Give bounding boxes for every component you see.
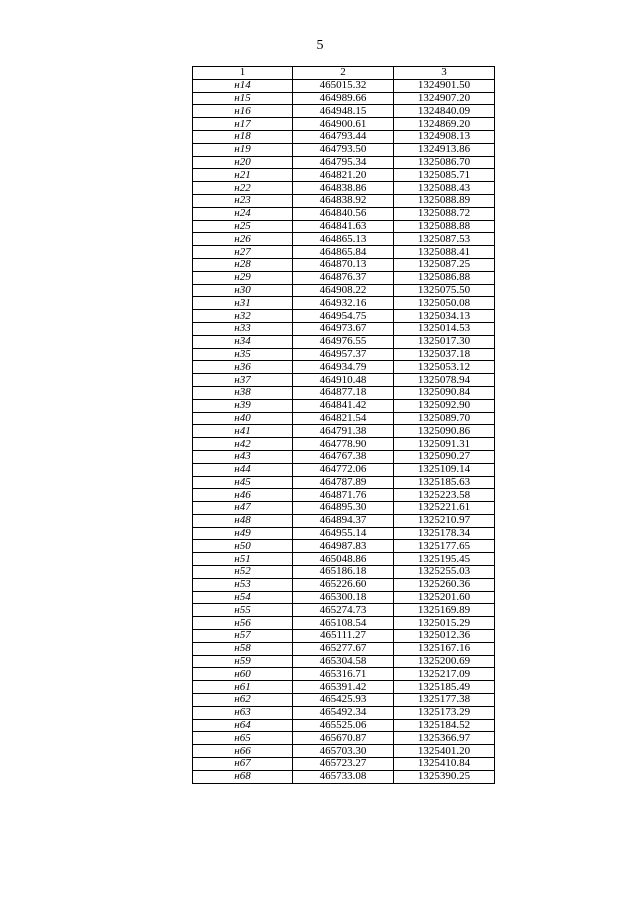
table-row — [193, 642, 495, 655]
y-coordinate-cell: 1324913.86 — [394, 143, 495, 156]
y-coordinate-cell: 1325090.27 — [394, 450, 495, 463]
y-coordinate-cell: 1325217.09 — [394, 668, 495, 681]
point-name-cell: н65 — [193, 732, 293, 745]
table-row — [193, 271, 495, 284]
point-name-cell: н51 — [193, 553, 293, 566]
x-coordinate-cell: 465277.67 — [293, 642, 394, 655]
point-name-cell: н29 — [193, 271, 293, 284]
x-coordinate-cell: 464900.61 — [293, 118, 394, 131]
point-name-cell: н57 — [193, 630, 293, 643]
table-row — [193, 450, 495, 463]
y-coordinate-cell: 1325200.69 — [394, 655, 495, 668]
point-name-cell: н50 — [193, 540, 293, 553]
y-coordinate-cell: 1325088.41 — [394, 246, 495, 259]
y-coordinate-cell: 1325078.94 — [394, 374, 495, 387]
table-row — [193, 463, 495, 476]
table-row — [193, 399, 495, 412]
point-name-cell: н26 — [193, 233, 293, 246]
y-coordinate-cell: 1325014.53 — [394, 322, 495, 335]
point-name-cell: н25 — [193, 220, 293, 233]
table-body — [193, 79, 495, 783]
y-coordinate-cell: 1325195.45 — [394, 553, 495, 566]
point-name-cell: н47 — [193, 502, 293, 515]
y-coordinate-cell: 1325087.25 — [394, 258, 495, 271]
point-name-cell: н19 — [193, 143, 293, 156]
page-number: 5 — [316, 38, 324, 53]
y-coordinate-cell: 1325255.03 — [394, 566, 495, 579]
table-row — [193, 719, 495, 732]
point-name-cell: н68 — [193, 770, 293, 783]
table-row — [193, 758, 495, 771]
y-coordinate-cell: 1324840.09 — [394, 105, 495, 118]
table-row — [193, 745, 495, 758]
table-header — [193, 67, 495, 80]
table-row — [193, 604, 495, 617]
x-coordinate-cell: 464841.63 — [293, 220, 394, 233]
point-name-cell: н48 — [193, 514, 293, 527]
table-row — [193, 130, 495, 143]
y-coordinate-cell: 1325092.90 — [394, 399, 495, 412]
table-row — [193, 105, 495, 118]
x-coordinate-cell: 465304.58 — [293, 655, 394, 668]
y-coordinate-cell: 1325178.34 — [394, 527, 495, 540]
point-name-cell: н41 — [193, 425, 293, 438]
x-coordinate-cell: 464895.30 — [293, 502, 394, 515]
table-row — [193, 655, 495, 668]
y-coordinate-cell: 1325167.16 — [394, 642, 495, 655]
y-coordinate-cell: 1325184.52 — [394, 719, 495, 732]
y-coordinate-cell: 1325086.70 — [394, 156, 495, 169]
y-coordinate-cell: 1325050.08 — [394, 297, 495, 310]
y-coordinate-cell: 1325173.29 — [394, 706, 495, 719]
y-coordinate-cell: 1325086.88 — [394, 271, 495, 284]
y-coordinate-cell: 1325090.86 — [394, 425, 495, 438]
x-coordinate-cell: 464894.37 — [293, 514, 394, 527]
table-row — [193, 591, 495, 604]
x-coordinate-cell: 465048.86 — [293, 553, 394, 566]
table-row — [193, 182, 495, 195]
y-coordinate-cell: 1325088.88 — [394, 220, 495, 233]
table-row — [193, 706, 495, 719]
table-row — [193, 258, 495, 271]
y-coordinate-cell: 1325201.60 — [394, 591, 495, 604]
y-coordinate-cell: 1325401.20 — [394, 745, 495, 758]
point-name-cell: н55 — [193, 604, 293, 617]
x-coordinate-cell: 465391.42 — [293, 681, 394, 694]
table-row — [193, 681, 495, 694]
y-coordinate-cell: 1325088.89 — [394, 194, 495, 207]
x-coordinate-cell: 464908.22 — [293, 284, 394, 297]
y-coordinate-cell: 1325091.31 — [394, 438, 495, 451]
y-coordinate-cell: 1325090.84 — [394, 386, 495, 399]
x-coordinate-cell: 465525.06 — [293, 719, 394, 732]
point-name-cell: н30 — [193, 284, 293, 297]
x-coordinate-cell: 465226.60 — [293, 578, 394, 591]
x-coordinate-cell: 465492.34 — [293, 706, 394, 719]
y-coordinate-cell: 1325185.63 — [394, 476, 495, 489]
x-coordinate-cell: 465300.18 — [293, 591, 394, 604]
point-name-cell: н61 — [193, 681, 293, 694]
x-coordinate-cell: 464865.13 — [293, 233, 394, 246]
table-row — [193, 207, 495, 220]
x-coordinate-cell: 464954.75 — [293, 310, 394, 323]
x-coordinate-cell: 464871.76 — [293, 489, 394, 502]
y-coordinate-cell: 1325169.89 — [394, 604, 495, 617]
table-row — [193, 386, 495, 399]
point-name-cell: н14 — [193, 79, 293, 92]
point-name-cell: н58 — [193, 642, 293, 655]
table-row — [193, 412, 495, 425]
point-name-cell: н37 — [193, 374, 293, 387]
y-coordinate-cell: 1325089.70 — [394, 412, 495, 425]
y-coordinate-cell: 1325177.65 — [394, 540, 495, 553]
y-coordinate-cell: 1325410.84 — [394, 758, 495, 771]
x-coordinate-cell: 464948.15 — [293, 105, 394, 118]
point-name-cell: н67 — [193, 758, 293, 771]
table-row — [193, 118, 495, 131]
table-row — [193, 502, 495, 515]
x-coordinate-cell: 464778.90 — [293, 438, 394, 451]
y-coordinate-cell: 1325109.14 — [394, 463, 495, 476]
table-row — [193, 668, 495, 681]
x-coordinate-cell: 464838.86 — [293, 182, 394, 195]
point-name-cell: н59 — [193, 655, 293, 668]
point-name-cell: н43 — [193, 450, 293, 463]
point-name-cell: н21 — [193, 169, 293, 182]
x-coordinate-cell: 465015.32 — [293, 79, 394, 92]
x-coordinate-cell: 464767.38 — [293, 450, 394, 463]
table-row — [193, 156, 495, 169]
y-coordinate-cell: 1324907.20 — [394, 92, 495, 105]
point-name-cell: н36 — [193, 361, 293, 374]
point-name-cell: н35 — [193, 348, 293, 361]
x-coordinate-cell: 464791.38 — [293, 425, 394, 438]
point-name-cell: н31 — [193, 297, 293, 310]
point-name-cell: н32 — [193, 310, 293, 323]
x-coordinate-cell: 464910.48 — [293, 374, 394, 387]
header-row — [193, 67, 495, 80]
x-coordinate-cell: 464840.56 — [293, 207, 394, 220]
table-row — [193, 92, 495, 105]
point-name-cell: н33 — [193, 322, 293, 335]
x-coordinate-cell: 464955.14 — [293, 527, 394, 540]
y-coordinate-cell: 1325088.43 — [394, 182, 495, 195]
table-row — [193, 566, 495, 579]
point-name-cell: н52 — [193, 566, 293, 579]
y-coordinate-cell: 1325185.49 — [394, 681, 495, 694]
table-row — [193, 194, 495, 207]
x-coordinate-cell: 464987.83 — [293, 540, 394, 553]
x-coordinate-cell: 465703.30 — [293, 745, 394, 758]
table-row — [193, 143, 495, 156]
point-name-cell: н46 — [193, 489, 293, 502]
point-name-cell: н34 — [193, 335, 293, 348]
y-coordinate-cell: 1325085.71 — [394, 169, 495, 182]
x-coordinate-cell: 464934.79 — [293, 361, 394, 374]
x-coordinate-cell: 464989.66 — [293, 92, 394, 105]
y-coordinate-cell: 1325017.30 — [394, 335, 495, 348]
y-coordinate-cell: 1325037.18 — [394, 348, 495, 361]
table-row — [193, 348, 495, 361]
header-cell-y: 3 — [394, 67, 495, 80]
table-row — [193, 476, 495, 489]
point-name-cell: н18 — [193, 130, 293, 143]
table-row — [193, 553, 495, 566]
table-row — [193, 694, 495, 707]
y-coordinate-cell: 1325034.13 — [394, 310, 495, 323]
point-name-cell: н49 — [193, 527, 293, 540]
x-coordinate-cell: 464821.54 — [293, 412, 394, 425]
x-coordinate-cell: 464973.67 — [293, 322, 394, 335]
x-coordinate-cell: 465425.93 — [293, 694, 394, 707]
y-coordinate-cell: 1325221.61 — [394, 502, 495, 515]
point-name-cell: н16 — [193, 105, 293, 118]
table-row — [193, 310, 495, 323]
point-name-cell: н66 — [193, 745, 293, 758]
point-name-cell: н38 — [193, 386, 293, 399]
table-row — [193, 169, 495, 182]
x-coordinate-cell: 465274.73 — [293, 604, 394, 617]
y-coordinate-cell: 1325223.58 — [394, 489, 495, 502]
x-coordinate-cell: 464876.37 — [293, 271, 394, 284]
x-coordinate-cell: 464932.16 — [293, 297, 394, 310]
point-name-cell: н20 — [193, 156, 293, 169]
point-name-cell: н60 — [193, 668, 293, 681]
y-coordinate-cell: 1325053.12 — [394, 361, 495, 374]
y-coordinate-cell: 1324908.13 — [394, 130, 495, 143]
table-row — [193, 578, 495, 591]
x-coordinate-cell: 464772.06 — [293, 463, 394, 476]
point-name-cell: н40 — [193, 412, 293, 425]
x-coordinate-cell: 465111.27 — [293, 630, 394, 643]
point-name-cell: н64 — [193, 719, 293, 732]
table-row — [193, 617, 495, 630]
point-name-cell: н39 — [193, 399, 293, 412]
point-name-cell: н15 — [193, 92, 293, 105]
y-coordinate-cell: 1325177.38 — [394, 694, 495, 707]
x-coordinate-cell: 465186.18 — [293, 566, 394, 579]
y-coordinate-cell: 1324901.50 — [394, 79, 495, 92]
table-row — [193, 514, 495, 527]
table-row — [193, 527, 495, 540]
x-coordinate-cell: 465733.08 — [293, 770, 394, 783]
x-coordinate-cell: 464957.37 — [293, 348, 394, 361]
table-row — [193, 489, 495, 502]
y-coordinate-cell: 1325087.53 — [394, 233, 495, 246]
point-name-cell: н54 — [193, 591, 293, 604]
x-coordinate-cell: 464787.89 — [293, 476, 394, 489]
point-name-cell: н22 — [193, 182, 293, 195]
table-row — [193, 297, 495, 310]
x-coordinate-cell: 464795.34 — [293, 156, 394, 169]
x-coordinate-cell: 464865.84 — [293, 246, 394, 259]
point-name-cell: н44 — [193, 463, 293, 476]
point-name-cell: н24 — [193, 207, 293, 220]
table-row — [193, 79, 495, 92]
point-name-cell: н28 — [193, 258, 293, 271]
x-coordinate-cell: 465723.27 — [293, 758, 394, 771]
table-row — [193, 246, 495, 259]
table-row — [193, 425, 495, 438]
x-coordinate-cell: 464793.50 — [293, 143, 394, 156]
point-name-cell: н42 — [193, 438, 293, 451]
header-cell-point: 1 — [193, 67, 293, 80]
table-row — [193, 540, 495, 553]
x-coordinate-cell: 465108.54 — [293, 617, 394, 630]
point-name-cell: н53 — [193, 578, 293, 591]
table-row — [193, 630, 495, 643]
x-coordinate-cell: 465670.87 — [293, 732, 394, 745]
table-row — [193, 220, 495, 233]
coordinates-table — [192, 66, 495, 784]
point-name-cell: н45 — [193, 476, 293, 489]
header-cell-x: 2 — [293, 67, 394, 80]
x-coordinate-cell: 464976.55 — [293, 335, 394, 348]
y-coordinate-cell: 1325260.36 — [394, 578, 495, 591]
table-row — [193, 374, 495, 387]
point-name-cell: н62 — [193, 694, 293, 707]
y-coordinate-cell: 1324869.20 — [394, 118, 495, 131]
x-coordinate-cell: 464821.20 — [293, 169, 394, 182]
x-coordinate-cell: 464841.42 — [293, 399, 394, 412]
table-row — [193, 770, 495, 783]
table-row — [193, 361, 495, 374]
point-name-cell: н27 — [193, 246, 293, 259]
point-name-cell: н63 — [193, 706, 293, 719]
x-coordinate-cell: 464838.92 — [293, 194, 394, 207]
table-row — [193, 284, 495, 297]
y-coordinate-cell: 1325012.36 — [394, 630, 495, 643]
y-coordinate-cell: 1325088.72 — [394, 207, 495, 220]
point-name-cell: н56 — [193, 617, 293, 630]
x-coordinate-cell: 464793.44 — [293, 130, 394, 143]
table-row — [193, 438, 495, 451]
y-coordinate-cell: 1325366.97 — [394, 732, 495, 745]
y-coordinate-cell: 1325015.29 — [394, 617, 495, 630]
table-row — [193, 335, 495, 348]
y-coordinate-cell: 1325075.50 — [394, 284, 495, 297]
table-row — [193, 233, 495, 246]
point-name-cell: н23 — [193, 194, 293, 207]
table-row — [193, 322, 495, 335]
x-coordinate-cell: 465316.71 — [293, 668, 394, 681]
x-coordinate-cell: 464870.13 — [293, 258, 394, 271]
x-coordinate-cell: 464877.18 — [293, 386, 394, 399]
point-name-cell: н17 — [193, 118, 293, 131]
table-row — [193, 732, 495, 745]
y-coordinate-cell: 1325390.25 — [394, 770, 495, 783]
y-coordinate-cell: 1325210.97 — [394, 514, 495, 527]
